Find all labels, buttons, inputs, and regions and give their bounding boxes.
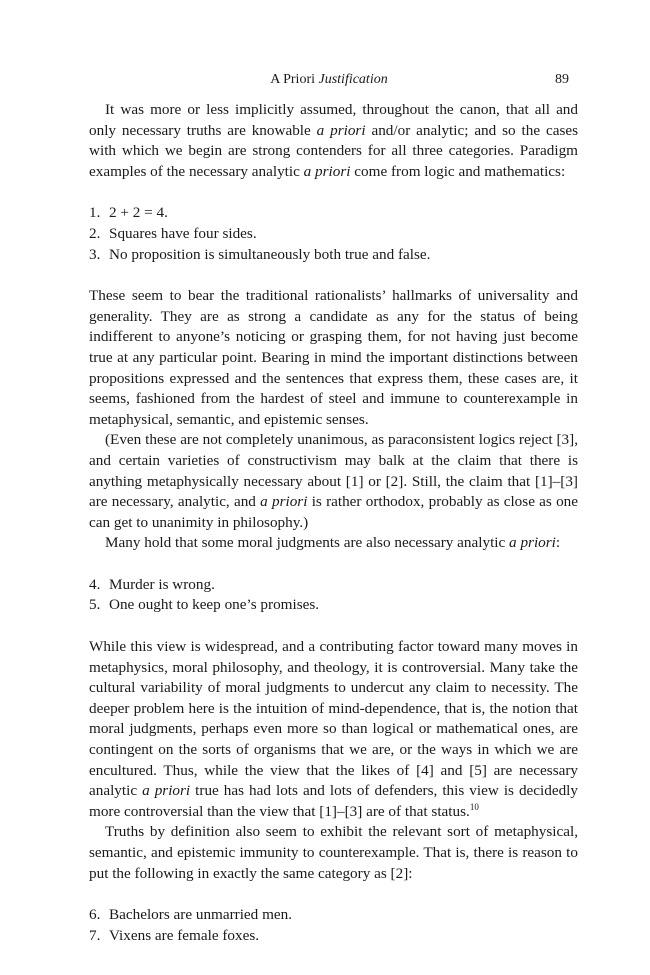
example-list-2 bbox=[89, 575, 578, 616]
example-number: 4. bbox=[89, 575, 101, 593]
example-text: Bachelors are unmarried men. bbox=[109, 906, 293, 924]
running-header bbox=[89, 72, 569, 92]
example-list-3 bbox=[89, 905, 578, 946]
example-list-1 bbox=[89, 203, 578, 265]
example-number: 6. bbox=[89, 906, 101, 924]
example-number: 2. bbox=[89, 224, 101, 242]
paragraph-5-text-a: While this view is widespread, and a contributing factor toward many moves in metaphysics, moral philosophy, and theology, it is controversial. Many take the cultural variability of moral judgments to undercut any claim to necessity. The deeper problem here is the intuition of mind-dependence, that is, the notion that moral judgments, perhaps even more so than logical or mathematical ones, are contingent on the sorts of organisms that we are, or the ways in which we are encultured. Thus, while the view that the likes of [4] and [5] are necessary analytic bbox=[89, 638, 578, 800]
paragraph-1-text-e: come from logic and mathematics: bbox=[350, 162, 566, 180]
paragraph-3-text-c: is rather orthodox, probably as close as one can get to unanimity in philosophy.) bbox=[89, 493, 578, 531]
example-text: Murder is wrong. bbox=[109, 575, 215, 593]
spacer bbox=[89, 616, 578, 637]
example-text: Squares have four sides. bbox=[109, 224, 257, 242]
paragraph-4-text-a: Many hold that some moral judgments are also necessary analytic bbox=[105, 534, 510, 552]
footnote-marker[interactable]: 10 bbox=[469, 801, 479, 812]
paragraph-1-italic-a-priori-2: a priori bbox=[303, 162, 351, 180]
example-text: One ought to keep one’s promises. bbox=[109, 596, 320, 614]
paragraph-1-text-a: It was more or less implicitly assumed, throughout the canon, that all and only necessary truths are knowable bbox=[89, 101, 578, 139]
example-item-5 bbox=[89, 595, 578, 616]
example-item-2 bbox=[89, 224, 578, 245]
paragraph-4-italic-a-priori: a priori bbox=[509, 534, 556, 552]
paragraph-1-italic-a-priori: a priori bbox=[316, 121, 366, 139]
example-text: No proposition is simultaneously both true and false. bbox=[109, 245, 431, 263]
paragraph-5 bbox=[89, 637, 578, 822]
example-item-6 bbox=[89, 905, 578, 926]
spacer bbox=[89, 265, 578, 286]
running-head-title-roman: A Priori bbox=[270, 72, 315, 87]
paragraph-6: Truths by definition also seem to exhibit the relevant sort of metaphysical, semantic, and epistemic immunity to counterexample. That is, there is reason to put the following in exactly the same category as [2]: bbox=[89, 823, 578, 882]
paragraph-5-italic-a-priori: a priori bbox=[142, 782, 191, 800]
paragraph-4-text-c: : bbox=[555, 534, 561, 552]
example-item-3 bbox=[89, 245, 578, 266]
page-number: 89 bbox=[555, 72, 569, 87]
example-item-7 bbox=[89, 926, 578, 947]
example-text: 2 + 2 = 4. bbox=[109, 204, 168, 222]
example-text: Vixens are female foxes. bbox=[109, 926, 260, 944]
paragraph-3 bbox=[89, 430, 578, 533]
paragraph-4 bbox=[89, 533, 578, 554]
paragraph-1 bbox=[89, 100, 578, 182]
example-number: 3. bbox=[89, 245, 101, 263]
paragraph-5-text-c: true has had lots and lots of defenders, this view is decidedly more controversial than the view that [1]–[3] are of that status. bbox=[89, 782, 579, 820]
paragraph-1-text-c: and/or analytic; and so the cases with which we begin are strong contenders for all three categories. Paradigm examples of the necessary analytic bbox=[89, 121, 579, 180]
example-number: 1. bbox=[89, 204, 101, 222]
spacer bbox=[89, 554, 578, 575]
example-item-1 bbox=[89, 203, 578, 224]
spacer bbox=[89, 884, 578, 905]
paragraph-2: These seem to bear the traditional rationalists’ hallmarks of universality and generality. They are as strong a candidate as any for the status of being indifferent to anyone’s noticing or grasping them, for not having just become true at any particular point. Bearing in mind the important distinctions between propositions expressed and the sentences that express them, these cases are, it seems, fashioned from the hardest of steel and immune to counterexample in metaphysical, semantic, and epistemic senses. bbox=[89, 287, 578, 428]
spacer bbox=[89, 182, 578, 203]
paragraph-3-text-a: (Even these are not completely unanimous, as paraconsistent logics reject [3], and certain varieties of constructivism may balk at the claim that there is anything metaphysically necessary about [1] or [2]. Still, the claim that [1]–[3] are necessary, analytic, and bbox=[89, 431, 578, 511]
running-head-title bbox=[89, 72, 569, 88]
running-head-title-italic: Justification bbox=[318, 72, 388, 87]
example-item-4 bbox=[89, 575, 578, 596]
paragraph-3-italic-a-priori: a priori bbox=[260, 493, 308, 511]
example-number: 7. bbox=[89, 926, 101, 944]
example-number: 5. bbox=[89, 596, 101, 614]
body-text bbox=[89, 100, 578, 946]
